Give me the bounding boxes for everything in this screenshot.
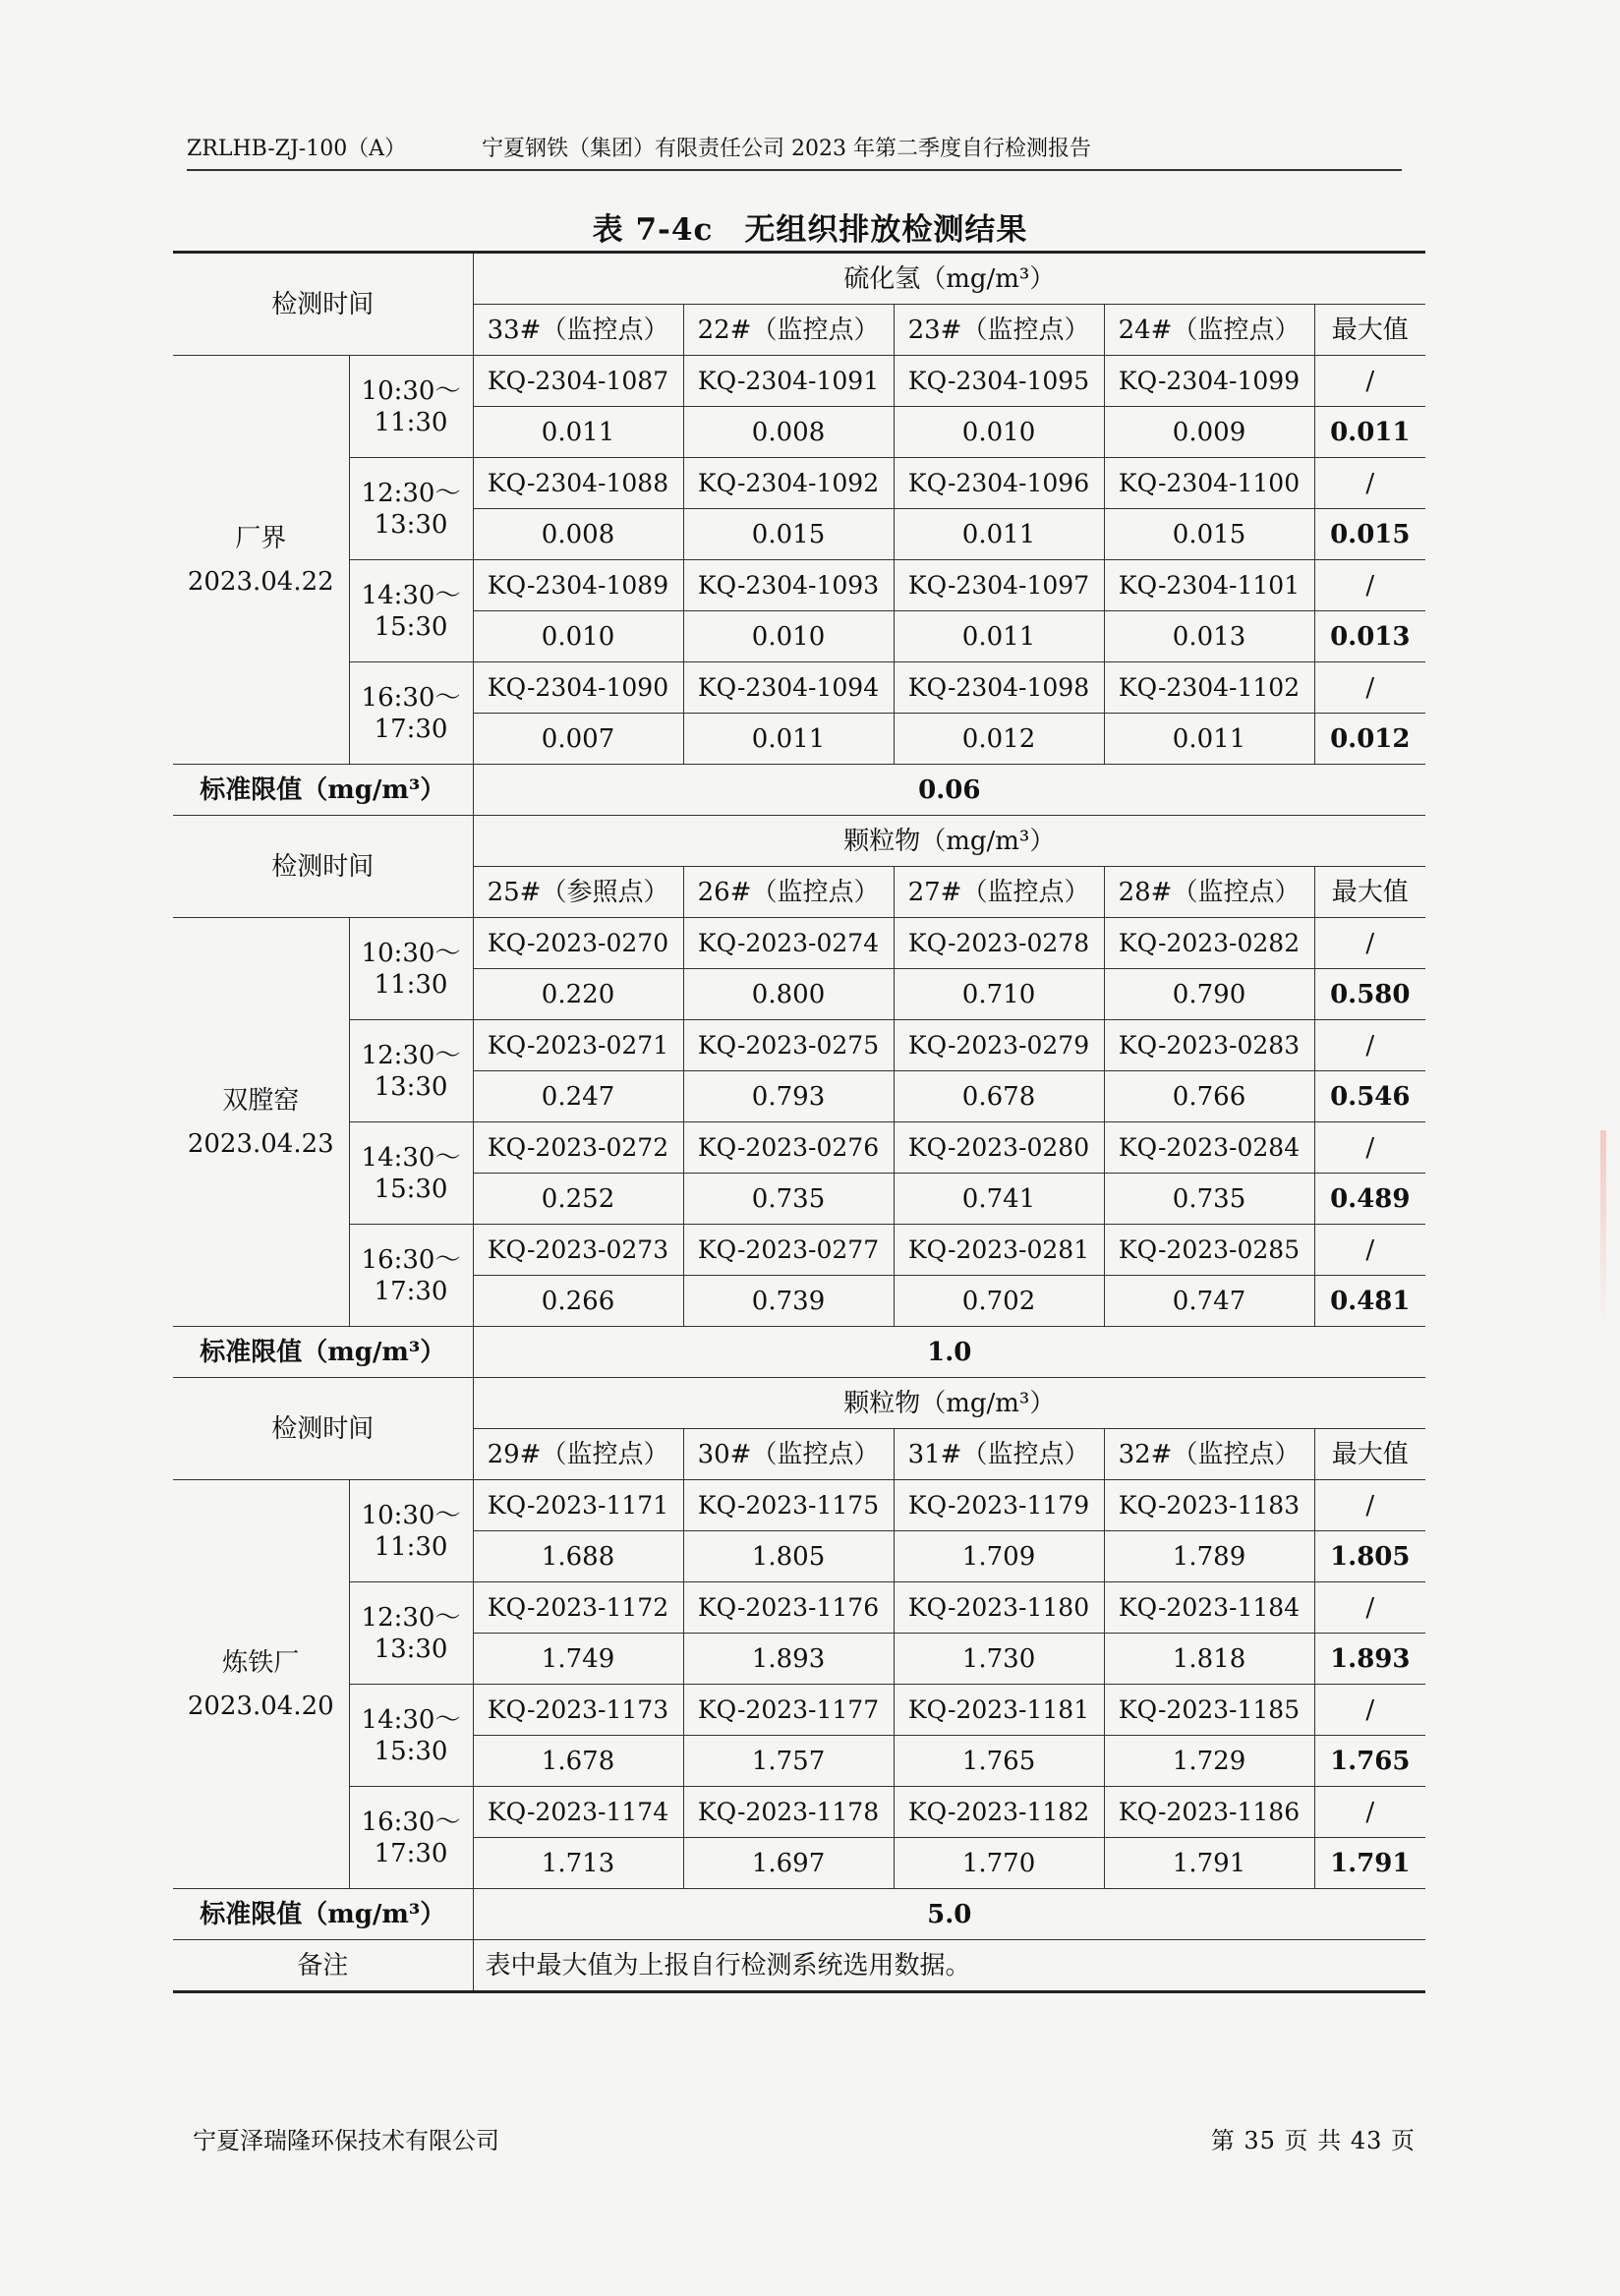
sample-id: KQ-2023-0270 bbox=[473, 918, 683, 969]
measured-value: 1.805 bbox=[683, 1531, 894, 1582]
measured-value: 0.011 bbox=[683, 714, 894, 765]
slot-end: 15:30 bbox=[374, 1736, 448, 1766]
measured-value: 0.220 bbox=[473, 969, 683, 1020]
max-value: 0.011 bbox=[1314, 407, 1425, 458]
slot-start: 14:30～ bbox=[361, 580, 461, 610]
slash-cell: / bbox=[1314, 1787, 1425, 1838]
sampling-date: 2023.04.20 bbox=[187, 1691, 334, 1721]
time-slot bbox=[349, 662, 473, 765]
monitoring-point-header bbox=[894, 867, 1104, 918]
time-header: 检测时间 bbox=[173, 253, 473, 356]
remark-text: 表中最大值为上报自行检测系统选用数据。 bbox=[473, 1940, 1425, 1992]
measured-value: 0.800 bbox=[683, 969, 894, 1020]
slot-end: 17:30 bbox=[374, 714, 448, 744]
point-label: 30#（监控点） bbox=[697, 1439, 880, 1469]
monitoring-point-header bbox=[683, 867, 894, 918]
slot-start: 12:30～ bbox=[361, 1602, 461, 1633]
limit-value: 0.06 bbox=[473, 765, 1425, 816]
sample-id: KQ-2023-0278 bbox=[894, 918, 1104, 969]
measured-value: 0.011 bbox=[894, 509, 1104, 560]
limit-row bbox=[173, 1327, 1425, 1378]
slot-end: 15:30 bbox=[374, 1174, 448, 1204]
sample-id: KQ-2304-1088 bbox=[473, 458, 683, 509]
sample-id: KQ-2304-1092 bbox=[683, 458, 894, 509]
sample-id: KQ-2304-1087 bbox=[473, 356, 683, 407]
sample-id: KQ-2304-1089 bbox=[473, 560, 683, 611]
monitoring-point-header bbox=[473, 867, 683, 918]
max-value: 0.580 bbox=[1314, 969, 1425, 1020]
time-slot bbox=[349, 1685, 473, 1787]
sample-row bbox=[173, 1787, 1425, 1838]
remark-label: 备注 bbox=[173, 1940, 473, 1992]
time-slot bbox=[349, 1582, 473, 1685]
measured-value: 1.709 bbox=[894, 1531, 1104, 1582]
slot-start: 10:30～ bbox=[361, 375, 461, 406]
max-value: 0.013 bbox=[1314, 611, 1425, 662]
limit-label: 标准限值（mg/m³） bbox=[173, 765, 473, 816]
measured-value: 0.007 bbox=[473, 714, 683, 765]
sample-id: KQ-2304-1100 bbox=[1104, 458, 1314, 509]
measured-value: 1.713 bbox=[473, 1838, 683, 1889]
time-slot bbox=[349, 458, 473, 560]
sample-id: KQ-2023-1180 bbox=[894, 1582, 1104, 1634]
measured-value: 0.747 bbox=[1104, 1276, 1314, 1327]
point-label: 24#（监控点） bbox=[1118, 315, 1301, 345]
page-header bbox=[187, 130, 1402, 171]
limit-row bbox=[173, 1889, 1425, 1940]
point-label: 28#（监控点） bbox=[1118, 877, 1301, 907]
max-value: 0.546 bbox=[1314, 1071, 1425, 1122]
measured-value: 0.702 bbox=[894, 1276, 1104, 1327]
measured-value: 1.770 bbox=[894, 1838, 1104, 1889]
location-cell bbox=[173, 1480, 349, 1889]
slot-end: 13:30 bbox=[374, 1634, 448, 1664]
sample-id: KQ-2023-1178 bbox=[683, 1787, 894, 1838]
time-slot bbox=[349, 1787, 473, 1889]
slash-cell: / bbox=[1314, 560, 1425, 611]
max-value: 1.893 bbox=[1314, 1634, 1425, 1685]
sample-id: KQ-2304-1091 bbox=[683, 356, 894, 407]
max-value: 0.489 bbox=[1314, 1174, 1425, 1225]
measured-value: 0.735 bbox=[1104, 1174, 1314, 1225]
sample-id: KQ-2023-1179 bbox=[894, 1480, 1104, 1531]
slot-start: 12:30～ bbox=[361, 1040, 461, 1070]
sample-id: KQ-2023-0272 bbox=[473, 1122, 683, 1174]
measured-value: 0.735 bbox=[683, 1174, 894, 1225]
sample-id: KQ-2023-1184 bbox=[1104, 1582, 1314, 1634]
measured-value: 1.697 bbox=[683, 1838, 894, 1889]
sample-row bbox=[173, 1480, 1425, 1531]
time-header: 检测时间 bbox=[173, 816, 473, 918]
measured-value: 1.688 bbox=[473, 1531, 683, 1582]
sample-id: KQ-2023-0276 bbox=[683, 1122, 894, 1174]
slot-start: 16:30～ bbox=[361, 682, 461, 713]
sampling-date: 2023.04.22 bbox=[187, 566, 334, 597]
slot-end: 11:30 bbox=[374, 407, 448, 437]
measured-value: 0.010 bbox=[683, 611, 894, 662]
max-header: 最大值 bbox=[1314, 867, 1425, 918]
measured-value: 1.729 bbox=[1104, 1736, 1314, 1787]
measured-value: 0.013 bbox=[1104, 611, 1314, 662]
point-label: 27#（监控点） bbox=[907, 877, 1090, 907]
measured-value: 0.266 bbox=[473, 1276, 683, 1327]
time-slot bbox=[349, 1020, 473, 1122]
pollutant-header: 硫化氢（mg/m³） bbox=[473, 253, 1425, 305]
point-label: 33#（监控点） bbox=[487, 315, 669, 345]
section-header-row bbox=[173, 1378, 1425, 1429]
slash-cell: / bbox=[1314, 356, 1425, 407]
point-label: 25#（参照点） bbox=[487, 877, 669, 907]
table-caption: 表 7-4c 无组织排放检测结果 bbox=[592, 212, 1028, 248]
sample-id: KQ-2023-1172 bbox=[473, 1582, 683, 1634]
slot-end: 13:30 bbox=[374, 1071, 448, 1102]
sample-id: KQ-2023-1181 bbox=[894, 1685, 1104, 1736]
section-header-row bbox=[173, 816, 1425, 867]
pollutant-header: 颗粒物（mg/m³） bbox=[473, 1378, 1425, 1429]
time-slot bbox=[349, 1225, 473, 1327]
measured-value: 0.011 bbox=[473, 407, 683, 458]
slot-end: 11:30 bbox=[374, 969, 448, 1000]
sample-id: KQ-2304-1097 bbox=[894, 560, 1104, 611]
sample-id: KQ-2023-1175 bbox=[683, 1480, 894, 1531]
slot-end: 15:30 bbox=[374, 611, 448, 642]
footer-company: 宁夏泽瑞隆环保技术有限公司 bbox=[193, 2127, 499, 2154]
monitoring-point-header bbox=[894, 305, 1104, 356]
sample-id: KQ-2304-1101 bbox=[1104, 560, 1314, 611]
sample-id: KQ-2023-0284 bbox=[1104, 1122, 1314, 1174]
measured-value: 1.791 bbox=[1104, 1838, 1314, 1889]
sample-row bbox=[173, 560, 1425, 611]
time-slot bbox=[349, 918, 473, 1020]
limit-row bbox=[173, 765, 1425, 816]
time-header: 检测时间 bbox=[173, 1378, 473, 1480]
emission-results-table bbox=[173, 251, 1425, 1993]
sample-id: KQ-2023-1174 bbox=[473, 1787, 683, 1838]
point-label: 32#（监控点） bbox=[1118, 1439, 1301, 1469]
slash-cell: / bbox=[1314, 1685, 1425, 1736]
slash-cell: / bbox=[1314, 662, 1425, 714]
monitoring-point-header bbox=[683, 305, 894, 356]
sample-id: KQ-2304-1102 bbox=[1104, 662, 1314, 714]
slash-cell: / bbox=[1314, 458, 1425, 509]
measured-value: 0.678 bbox=[894, 1071, 1104, 1122]
monitoring-point-header bbox=[1104, 305, 1314, 356]
measured-value: 1.757 bbox=[683, 1736, 894, 1787]
measured-value: 1.730 bbox=[894, 1634, 1104, 1685]
sample-id: KQ-2023-1177 bbox=[683, 1685, 894, 1736]
monitoring-point-header bbox=[683, 1429, 894, 1480]
report-title: 宁夏钢铁（集团）有限责任公司 2023 年第二季度自行检测报告 bbox=[482, 137, 1091, 161]
slash-cell: / bbox=[1314, 1122, 1425, 1174]
sample-id: KQ-2304-1094 bbox=[683, 662, 894, 714]
sample-id: KQ-2304-1098 bbox=[894, 662, 1104, 714]
sampling-date: 2023.04.23 bbox=[187, 1128, 334, 1159]
measured-value: 1.678 bbox=[473, 1736, 683, 1787]
measured-value: 0.710 bbox=[894, 969, 1104, 1020]
measured-value: 0.741 bbox=[894, 1174, 1104, 1225]
measured-value: 0.008 bbox=[683, 407, 894, 458]
max-value: 0.015 bbox=[1314, 509, 1425, 560]
slot-end: 17:30 bbox=[374, 1838, 448, 1868]
measured-value: 0.247 bbox=[473, 1071, 683, 1122]
sample-id: KQ-2023-0274 bbox=[683, 918, 894, 969]
point-label: 23#（监控点） bbox=[907, 315, 1090, 345]
point-label: 26#（监控点） bbox=[697, 877, 880, 907]
measured-value: 0.009 bbox=[1104, 407, 1314, 458]
slot-end: 17:30 bbox=[374, 1276, 448, 1306]
monitoring-point-header bbox=[473, 305, 683, 356]
measured-value: 1.893 bbox=[683, 1634, 894, 1685]
slot-start: 16:30～ bbox=[361, 1244, 461, 1275]
measured-value: 1.749 bbox=[473, 1634, 683, 1685]
sample-id: KQ-2023-1182 bbox=[894, 1787, 1104, 1838]
location-name: 双膛窑 bbox=[222, 1085, 300, 1116]
sample-id: KQ-2023-0281 bbox=[894, 1225, 1104, 1276]
slot-start: 16:30～ bbox=[361, 1807, 461, 1837]
measured-value: 0.008 bbox=[473, 509, 683, 560]
sample-id: KQ-2023-0282 bbox=[1104, 918, 1314, 969]
sample-id: KQ-2304-1095 bbox=[894, 356, 1104, 407]
sample-row bbox=[173, 458, 1425, 509]
slot-start: 14:30～ bbox=[361, 1704, 461, 1735]
measured-value: 0.010 bbox=[473, 611, 683, 662]
slot-end: 11:30 bbox=[374, 1531, 448, 1562]
sample-id: KQ-2023-1183 bbox=[1104, 1480, 1314, 1531]
limit-value: 5.0 bbox=[473, 1889, 1425, 1940]
measured-value: 0.015 bbox=[1104, 509, 1314, 560]
location-name: 炼铁厂 bbox=[222, 1647, 300, 1678]
pollutant-header: 颗粒物（mg/m³） bbox=[473, 816, 1425, 867]
location-cell bbox=[173, 918, 349, 1327]
sample-id: KQ-2023-1176 bbox=[683, 1582, 894, 1634]
sample-row bbox=[173, 1582, 1425, 1634]
monitoring-point-header bbox=[1104, 867, 1314, 918]
slot-start: 14:30～ bbox=[361, 1142, 461, 1173]
max-value: 1.805 bbox=[1314, 1531, 1425, 1582]
sample-id: KQ-2023-1185 bbox=[1104, 1685, 1314, 1736]
sample-id: KQ-2023-0280 bbox=[894, 1122, 1104, 1174]
measured-value: 1.818 bbox=[1104, 1634, 1314, 1685]
sample-id: KQ-2023-0271 bbox=[473, 1020, 683, 1071]
sample-id: KQ-2023-0279 bbox=[894, 1020, 1104, 1071]
slot-start: 10:30～ bbox=[361, 938, 461, 968]
sample-id: KQ-2023-1173 bbox=[473, 1685, 683, 1736]
slash-cell: / bbox=[1314, 1480, 1425, 1531]
sample-id: KQ-2023-0277 bbox=[683, 1225, 894, 1276]
slot-end: 13:30 bbox=[374, 509, 448, 540]
sample-id: KQ-2304-1090 bbox=[473, 662, 683, 714]
report-code: ZRLHB-ZJ-100（A） bbox=[187, 137, 407, 161]
sample-row bbox=[173, 1122, 1425, 1174]
max-value: 1.765 bbox=[1314, 1736, 1425, 1787]
sample-id: KQ-2023-0275 bbox=[683, 1020, 894, 1071]
max-value: 0.012 bbox=[1314, 714, 1425, 765]
point-label: 31#（监控点） bbox=[907, 1439, 1090, 1469]
sample-id: KQ-2023-0283 bbox=[1104, 1020, 1314, 1071]
time-slot bbox=[349, 1122, 473, 1225]
max-header: 最大值 bbox=[1314, 1429, 1425, 1480]
measured-value: 0.011 bbox=[1104, 714, 1314, 765]
location-name: 厂界 bbox=[235, 523, 287, 553]
measured-value: 1.789 bbox=[1104, 1531, 1314, 1582]
max-header: 最大值 bbox=[1314, 305, 1425, 356]
point-label: 22#（监控点） bbox=[697, 315, 880, 345]
monitoring-point-header bbox=[894, 1429, 1104, 1480]
measured-value: 1.765 bbox=[894, 1736, 1104, 1787]
remark-row bbox=[173, 1940, 1425, 1992]
slot-start: 10:30～ bbox=[361, 1500, 461, 1530]
margin-stamp-trace bbox=[1600, 1130, 1606, 1327]
measured-value: 0.252 bbox=[473, 1174, 683, 1225]
page-number: 第 35 页 共 43 页 bbox=[1210, 2127, 1416, 2154]
measured-value: 0.790 bbox=[1104, 969, 1314, 1020]
limit-label: 标准限值（mg/m³） bbox=[173, 1889, 473, 1940]
sample-row bbox=[173, 1020, 1425, 1071]
measured-value: 0.011 bbox=[894, 611, 1104, 662]
sample-row bbox=[173, 1685, 1425, 1736]
location-cell bbox=[173, 356, 349, 765]
limit-value: 1.0 bbox=[473, 1327, 1425, 1378]
time-slot bbox=[349, 560, 473, 662]
slash-cell: / bbox=[1314, 1225, 1425, 1276]
slot-start: 12:30～ bbox=[361, 478, 461, 508]
measured-value: 0.739 bbox=[683, 1276, 894, 1327]
sample-id: KQ-2304-1096 bbox=[894, 458, 1104, 509]
sample-id: KQ-2304-1093 bbox=[683, 560, 894, 611]
limit-label: 标准限值（mg/m³） bbox=[173, 1327, 473, 1378]
slash-cell: / bbox=[1314, 918, 1425, 969]
sample-row bbox=[173, 662, 1425, 714]
monitoring-point-header bbox=[1104, 1429, 1314, 1480]
measured-value: 0.015 bbox=[683, 509, 894, 560]
sample-id: KQ-2023-0285 bbox=[1104, 1225, 1314, 1276]
slash-cell: / bbox=[1314, 1020, 1425, 1071]
time-slot bbox=[349, 356, 473, 458]
sample-row bbox=[173, 918, 1425, 969]
sample-id: KQ-2023-0273 bbox=[473, 1225, 683, 1276]
point-label: 29#（监控点） bbox=[487, 1439, 669, 1469]
monitoring-point-header bbox=[473, 1429, 683, 1480]
section-header-row bbox=[173, 253, 1425, 305]
slash-cell: / bbox=[1314, 1582, 1425, 1634]
max-value: 1.791 bbox=[1314, 1838, 1425, 1889]
sample-row bbox=[173, 1225, 1425, 1276]
sample-row bbox=[173, 356, 1425, 407]
sample-id: KQ-2023-1171 bbox=[473, 1480, 683, 1531]
max-value: 0.481 bbox=[1314, 1276, 1425, 1327]
measured-value: 0.012 bbox=[894, 714, 1104, 765]
measured-value: 0.766 bbox=[1104, 1071, 1314, 1122]
time-slot bbox=[349, 1480, 473, 1582]
measured-value: 0.793 bbox=[683, 1071, 894, 1122]
measured-value: 0.010 bbox=[894, 407, 1104, 458]
sample-id: KQ-2023-1186 bbox=[1104, 1787, 1314, 1838]
sample-id: KQ-2304-1099 bbox=[1104, 356, 1314, 407]
